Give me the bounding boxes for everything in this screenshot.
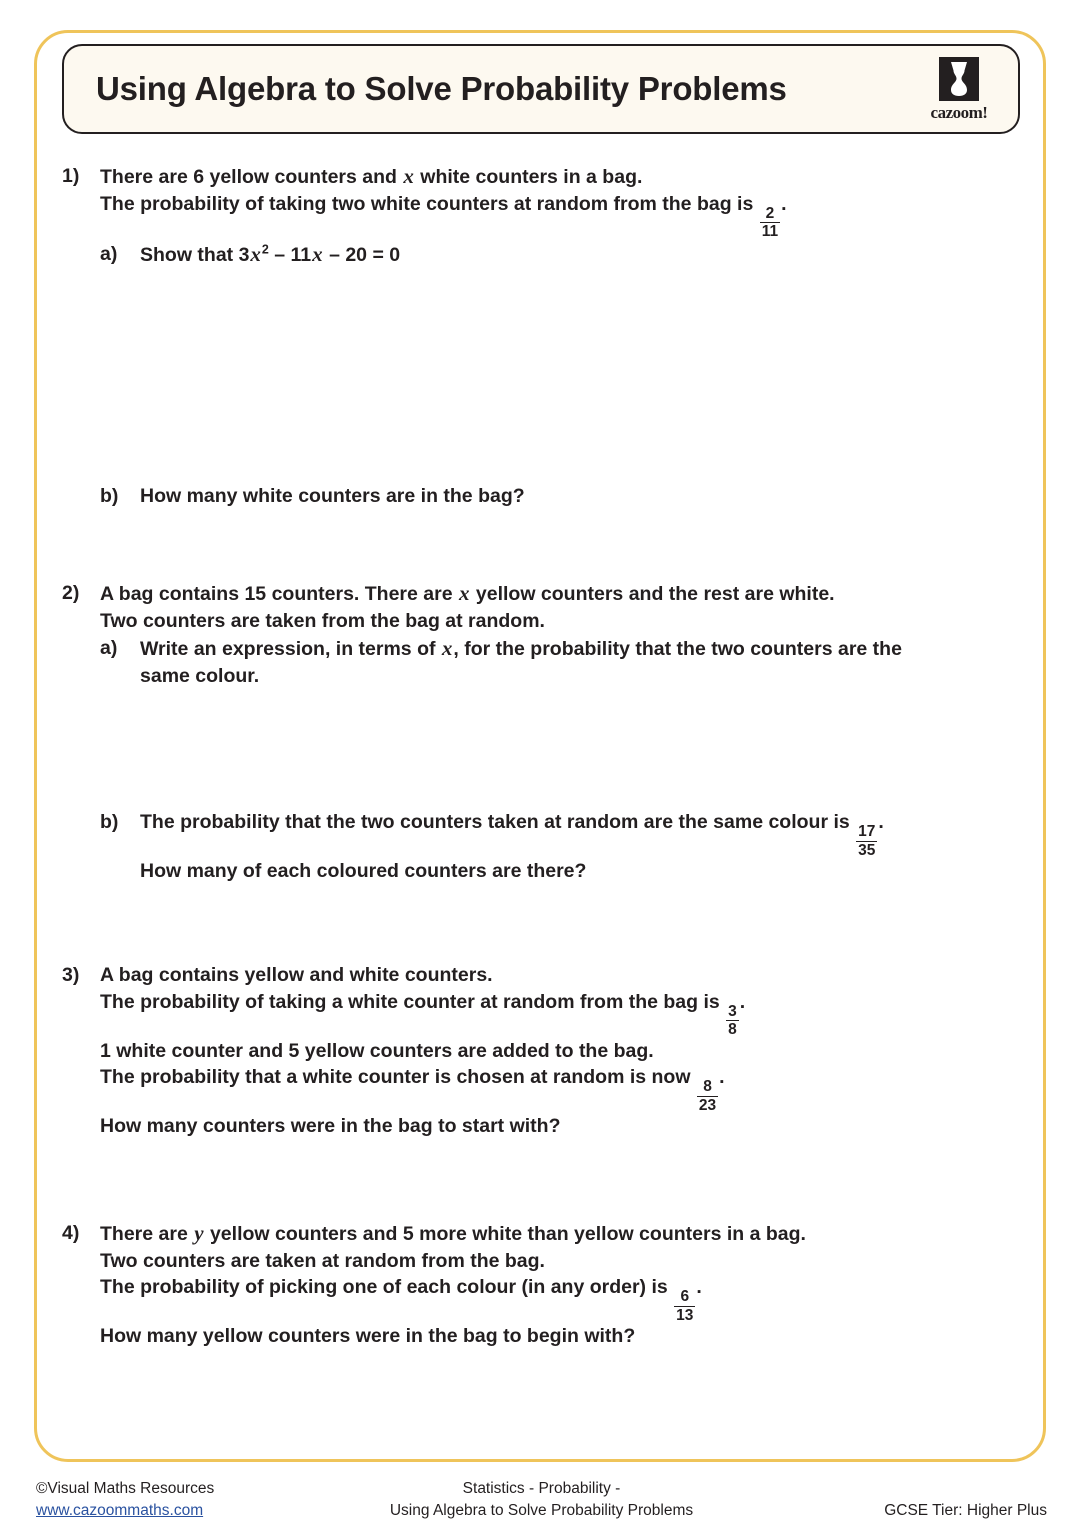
fraction-denominator: 35 — [858, 841, 876, 859]
fraction-numerator: 6 — [680, 1288, 690, 1306]
question-stem — [62, 163, 1022, 510]
question-block — [62, 962, 1022, 1140]
math-variable: x — [458, 581, 470, 605]
fraction-numerator: 8 — [703, 1078, 712, 1096]
fraction — [856, 824, 877, 858]
math-variable: x — [250, 241, 261, 266]
fraction — [726, 1004, 739, 1038]
subpart-text-line: How many white counters are in the bag? — [140, 485, 525, 508]
fraction — [697, 1079, 718, 1113]
subpart-label: b) — [100, 811, 119, 833]
question-number: 1) — [62, 165, 80, 187]
page-footer — [0, 1478, 1083, 1536]
math-exponent: 2 — [261, 242, 269, 257]
worksheet-title-bar — [62, 44, 1020, 134]
subpart-text-line: The probability that the two counters taken at random are the same colour is $\frac{17}{35}$ . — [140, 811, 884, 859]
question-body — [100, 1220, 1022, 1350]
subpart-body — [140, 241, 1022, 269]
question-text-line: The probability that a white counter is chosen at random is now $\frac{8}{23}$ . — [100, 1066, 725, 1114]
fraction-numerator: 2 — [765, 204, 775, 222]
fraction-numerator: 3 — [728, 1002, 737, 1020]
question-number: 3) — [62, 964, 80, 986]
subpart-text-line: Write an expression, in terms of x, for the probability that the two counters are the — [140, 636, 902, 660]
math-variable: x — [403, 164, 414, 188]
subpart-label: a) — [100, 637, 118, 659]
question-block — [62, 163, 1022, 510]
question-text-line: There are y yellow counters and 5 more white than yellow counters in a bag. — [100, 1221, 806, 1245]
question-block — [62, 580, 1022, 885]
subpart-label: b) — [100, 485, 119, 508]
subpart-text-line: same colour. — [140, 664, 260, 687]
question-stem — [62, 580, 1022, 885]
question-body — [100, 163, 1022, 510]
cazoom-vase-icon — [939, 57, 979, 101]
question-text-line: Two counters are taken at random from the bag. — [100, 1249, 545, 1272]
question-text-line: A bag contains yellow and white counters. — [100, 964, 493, 986]
footer-worksheet-name: Using Algebra to Solve Probability Problems — [389, 1502, 694, 1519]
footer-website-link[interactable]: www.cazoommaths.com — [36, 1502, 204, 1519]
cazoom-logo — [922, 57, 996, 121]
subpart-body — [140, 635, 1022, 689]
question-subpart — [100, 241, 1022, 269]
footer-copyright: ©Visual Maths Resources — [36, 1480, 215, 1497]
question-body — [100, 962, 1022, 1140]
question-subpart — [100, 483, 1022, 510]
question-text-line: A bag contains 15 counters. There are x yellow counters and the rest are white. — [100, 581, 835, 605]
fraction-denominator: 11 — [761, 223, 779, 241]
question-subpart — [100, 635, 1022, 689]
footer-tier: GCSE Tier: Higher Plus — [884, 1502, 1047, 1519]
subpart-body — [140, 483, 1022, 510]
fraction-denominator: 23 — [698, 1096, 717, 1114]
question-stem — [62, 962, 1022, 1140]
subpart-text-line: How many of each coloured counters are there? — [140, 860, 587, 883]
fraction-denominator: 13 — [676, 1306, 694, 1324]
question-text-line: The probability of taking two white counters at random from the bag is $\frac{2}{11}$ . — [100, 192, 787, 241]
question-text-line: There are 6 yellow counters and x white counters in a bag. — [100, 164, 643, 188]
subpart-body — [140, 809, 1022, 885]
question-text-line: 1 white counter and 5 yellow counters are added to the bag. — [100, 1039, 654, 1062]
question-number: 4) — [62, 1222, 80, 1244]
question-stem — [62, 1220, 1022, 1350]
question-number: 2) — [62, 582, 80, 604]
question-text-line: How many counters were in the bag to start with? — [100, 1115, 561, 1138]
page-title: Using Algebra to Solve Probability Problems — [96, 70, 787, 107]
fraction — [760, 206, 780, 240]
fraction-denominator: 8 — [728, 1021, 737, 1039]
math-variable: x — [312, 241, 323, 266]
fraction — [674, 1289, 695, 1323]
question-subpart — [100, 809, 1022, 885]
math-variable: x — [441, 636, 453, 660]
question-block — [62, 1220, 1022, 1350]
question-text-line: The probability of taking a white counter at random from the bag is $\frac{3}{8}$ . — [100, 990, 746, 1039]
question-text-line: The probability of picking one of each colour (in any order) is $\frac{6}{13}$ . — [100, 1276, 702, 1324]
question-text-line: How many yellow counters were in the bag to begin with? — [100, 1325, 636, 1348]
footer-topic-line: Statistics - Probability - — [462, 1480, 621, 1497]
fraction-numerator: 17 — [858, 823, 876, 841]
cazoom-wordmark: cazoom! — [930, 103, 988, 122]
question-body — [100, 580, 1022, 885]
math-variable: y — [194, 1221, 204, 1245]
subpart-text-line: Show that $3x^2 - 11x - 20 = 0$ — [140, 241, 401, 266]
subpart-label: a) — [100, 242, 118, 265]
question-text-line: Two counters are taken from the bag at random. — [100, 609, 545, 632]
